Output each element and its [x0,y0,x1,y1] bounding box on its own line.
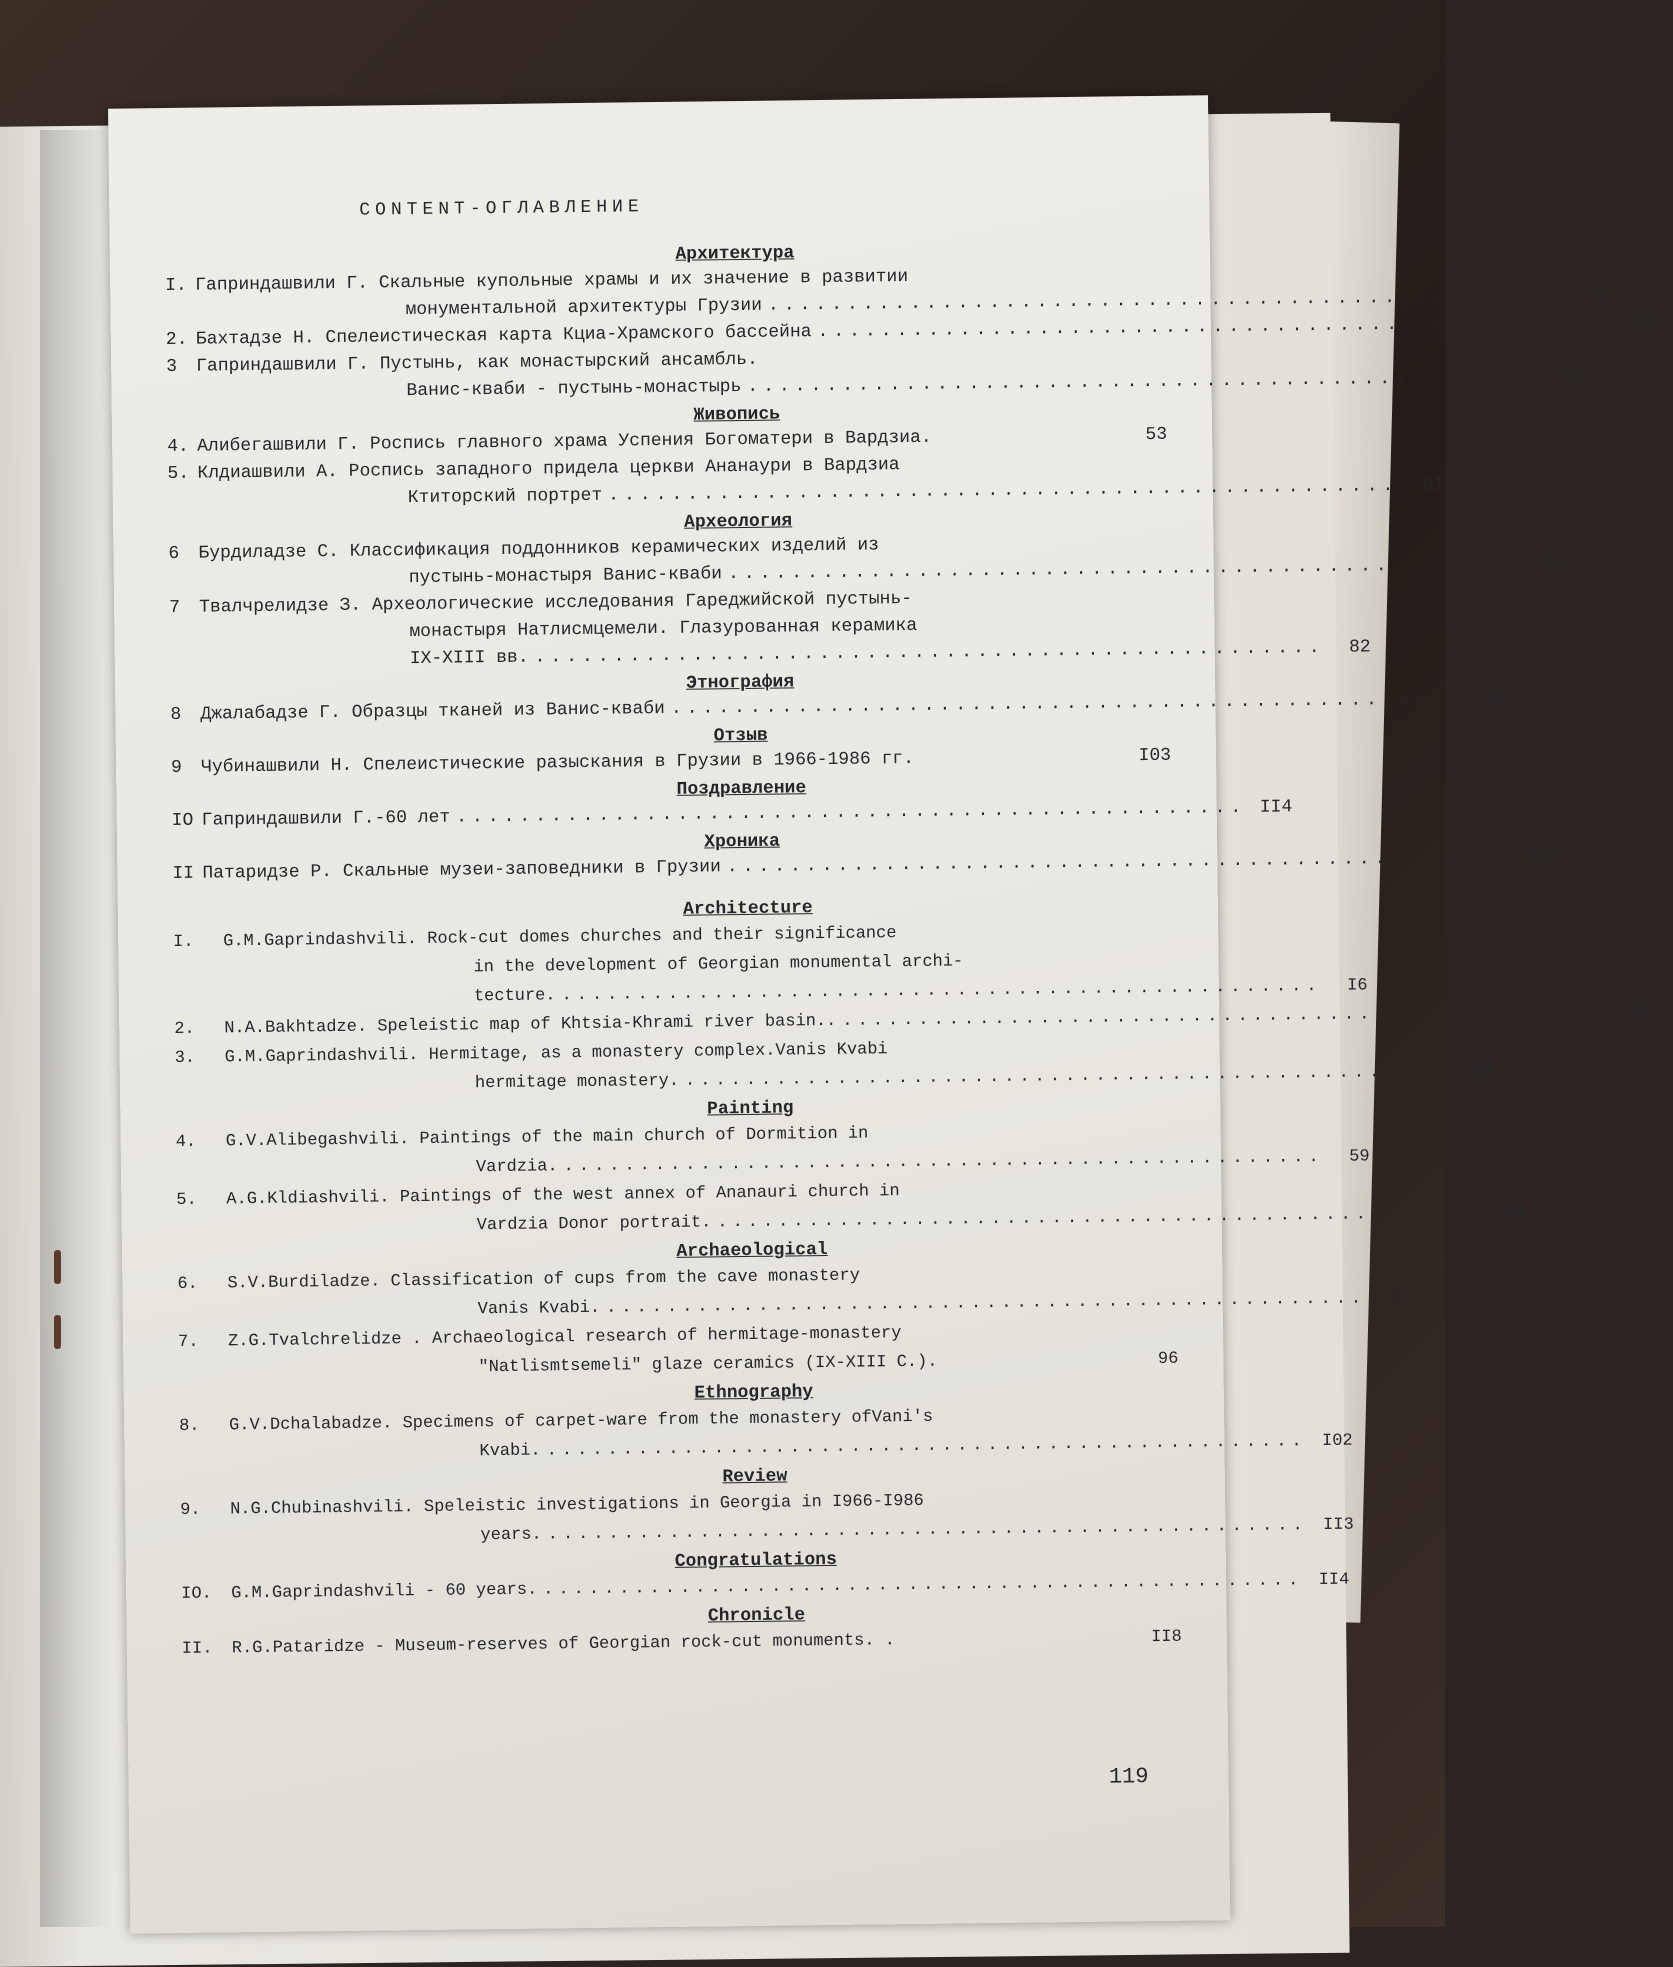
toc-entry: I. Гаприндашвили Г. Скальные купольные храмы и их значение в развитии монументальной архитектуры Грузии .................................................. 5 [165,261,1166,327]
entry-page: I03 [1138,745,1172,767]
entry-text: Бахтадзе Н. Спелеистическая карта Кциа-Храмского бассейна [195,322,812,350]
toc-entry: 7 Твалчрелидзе З. Археологические исследования Гареджийской пустынь- монастыря Натлисмцемели. Глазурованная керамика IX-XIII вв. .................................................. 82 [169,583,1170,676]
section-heading: Review [722,1466,788,1488]
entry-page: II4 [1259,797,1293,818]
entry-text: N.G.Chubinashvili. Speleistic investigations in Georgia in I966-I986 [230,1491,924,1520]
entry-number: II. [181,1639,213,1659]
toc-entry: 6 Бурдиладзе С. Классификация поддонников керамических изделий из пустынь-монастыря Ванис-кваби .................................................. 7I [168,529,1169,595]
entry-text: Чубинашвили Н. Спелеистические разыскания в Грузии в 1966-1986 гг. [200,748,915,778]
entry-text: Ктиторский портрет [407,485,603,509]
entry-page: 53 [1145,424,1168,446]
toc-entry: 3 Гаприндашвили Г. Пустынь, как монастырский ансамбль. Ванис-кваби - пустынь-монастырь .................................................. 36 [166,342,1167,408]
entry-number: 5. [176,1190,197,1210]
entry-number: 8 [170,704,182,726]
entry-text: Kvabi. [479,1441,541,1462]
toc-entry: 8 Джалабадзе Г. Образцы тканей из Ванис-кваби .................................................. 99 [170,690,1170,729]
entry-number: I. [173,932,194,952]
toc-entry: 3. G.M.Gaprindashvili. Hermitage, as a monastery complex.Vanis Kvabi hermitage monastery. .................................................. 50 [174,1032,1175,1102]
entry-text: монументальной архитектуры Грузии [405,295,763,321]
section-heading: Chronicle [707,1605,806,1627]
entry-text: Твалчрелидзе З. Археологические исследования Гареджийской пустынь- [199,588,913,618]
entry-page: 6I [1422,475,1445,496]
section-heading: Archaeological [676,1240,828,1262]
toc-entry: 8. G.V.Dchalabadze. Specimens of carpet-ware from the monastery ofVani's Kvabi. .................................................. I02 [179,1400,1180,1470]
entry-text: in the development of Georgian monumental archi- [473,952,964,978]
section-heading: Археология [684,511,793,533]
toc-entry: 4. G.V.Alibegashvili. Paintings of the main church of Dormition in Vardzia. .................................................. 59 [175,1116,1176,1186]
entry-number: 7. [178,1332,199,1352]
entry-page: 99 [1485,688,1508,709]
entry-number: 3 [166,356,178,378]
entry-number: 4. [167,436,189,458]
entry-text: Джалабадзе Г. Образцы тканей из Ванис-кваби [200,698,666,725]
entry-number: 9 [170,757,183,778]
entry-number: 8. [179,1416,200,1436]
toc-entry: IO Гаприндашвили Г.-60 лет .................................................. II4 [172,796,1172,835]
entry-text: G.M.Gaprindashvili. Hermitage, as a monastery complex.Vanis Kvabi [224,1040,888,1068]
entry-text: Z.G.Tvalchrelidze . Archaeological research of hermitage-monastery [227,1324,902,1352]
entry-text: G.M.Gaprindashvili - 60 years. [231,1580,538,1604]
section-heading: Painting [706,1098,794,1120]
entry-text: Ванис-кваби - пустынь-монастырь [406,377,742,402]
entry-number: 7 [169,597,181,619]
entry-page: 82 [1348,637,1371,658]
section-heading: Хроника [704,831,780,853]
entry-text: hermitage monastery. [474,1071,680,1094]
toc-entry: 5. A.G.Kldiashvili. Paintings of the west annex of Ananauri church in Vardzia Donor portrait. .................................................. 69 [176,1174,1177,1244]
entry-page: 8I [1391,1288,1413,1309]
entry-page: I02 [1322,1431,1353,1451]
entry-page: 69 [1502,1203,1524,1223]
entry-number: I. [165,275,187,297]
entry-number: 3. [174,1048,196,1068]
entry-text: S.V.Burdiladze. Classification of cups from the cave monastery [227,1266,860,1294]
entry-page: I6 [1347,976,1368,996]
toc-entry: IO. G.M.Gaprindashvili - 60 years. .................................................. II4 [181,1568,1181,1609]
entry-text: G.M.Gaprindashvili. Rock-cut domes churches and their significance [223,924,897,952]
staple [54,1315,61,1349]
entry-text: Гаприндашвили Г.-60 лет [201,807,451,831]
entry-text: A.G.Kldiashvili. Paintings of the west annex of Ananauri church in [226,1182,900,1210]
entry-text: монастыря Натлисмцемели. Глазурованная керамика [409,615,918,643]
entry-text: "Natlismtsemeli" glaze ceramics (IX-XIII C.). [478,1352,938,1378]
entry-number: 4. [175,1132,197,1152]
section-heading: Congratulations [674,1549,837,1572]
entry-page: 5 [1593,285,1605,306]
section-heading: Отзыв [713,725,768,747]
toc-entry: 9. N.G.Chubinashvili. Speleistic investigations in Georgia in I966-I986 years. .................................................. II3 [180,1484,1181,1554]
entry-page: II3 [1323,1515,1354,1535]
page-number: 119 [1108,1764,1149,1790]
entry-text: tecture. [473,986,556,1007]
toc-entry: 2. N.A.Bakhtadze. Speleistic map of Khtsia-Khrami river basin.. .................................................. 34 [174,1003,1174,1044]
section-heading: Этнография [685,672,795,694]
entry-text: Алибегашвили Г. Роспись главного храма Успения Богоматери в Вардзиа. [197,427,932,457]
entry-page: I8 [1631,311,1654,333]
document-page [108,95,1654,1933]
entry-text: IX-XIII вв. [409,647,529,670]
section-heading: Живопись [693,404,781,426]
entry-number: 5. [167,463,190,485]
entry-page: 36 [1561,366,1584,387]
entry-text: years. [480,1525,542,1546]
entry-text: G.V.Dchalabadze. Specimens of carpet-ware from the monastery ofVani's [229,1407,934,1436]
entry-page: II4 [1318,1570,1350,1591]
section-heading: Архитектура [675,243,795,265]
entry-text: Клдиашвили А. Роспись западного придела церкви Ананаури в Вардзиа [197,455,900,484]
entry-number: IO. [181,1584,212,1604]
section-heading: Architecture [682,898,813,920]
entry-text: Vardzia. [475,1157,558,1178]
entry-page: II5 [1530,847,1563,868]
entry-number: 2. [174,1019,195,1039]
section-heading: Ethnography [694,1382,814,1404]
binding-shadow [40,130,110,1927]
toc-entry: 5. Клдиашвили А. Роспись западного придела церкви Ананаури в Вардзиа Ктиторский портрет .................................................. 6I [167,449,1168,515]
entry-page: 59 [1349,1147,1370,1167]
toc-entry: 6. S.V.Burdiladze. Classification of cups from the cave monastery Vanis Kvabi. .................................................. 8I [177,1258,1178,1328]
toc-entry: I. G.M.Gaprindashvili. Rock-cut domes churches and their significance in the development of Georgian monumental archi- tecture. .................................................. I6 [173,916,1174,1015]
entry-number: 2. [165,329,188,351]
entry-number: IO [171,810,194,831]
entry-page: 96 [1157,1349,1179,1369]
entry-text: Гаприндашвили Г. Пустынь, как монастырский ансамбль. [196,349,758,377]
entry-page: 7I [1542,553,1565,575]
entry-text: R.G.Pataridze - Museum-reserves of Georgian rock-cut monuments. . [231,1631,896,1659]
entry-number: 6 [168,543,180,565]
section-heading: Поздравление [676,778,807,800]
entry-page: 50 [1470,1061,1492,1082]
toc-entry: II Патаридзе Р. Скальные музеи-заповедники в Грузии .................................................. II5 [172,849,1172,888]
entry-page: 34 [1627,1001,1649,1022]
page-title: CONTENT-ОГЛАВЛЕНИЕ [359,197,644,221]
entry-text: пустынь-монастыря Ванис-кваби [408,564,723,589]
entry-text: Vanis Kvabi. [477,1298,601,1320]
entry-number: 6. [177,1274,198,1294]
entry-number: 9. [180,1500,201,1520]
entry-number: II [172,863,195,884]
entry-page: II8 [1151,1627,1182,1648]
entry-text: Патаридзе Р. Скальные музеи-заповедники в Грузии [202,857,721,884]
table-of-contents [164,191,1654,1664]
english-contents [173,894,1649,1664]
entry-text: N.A.Bakhtadze. Speleistic map of Khtsia-Khrami river basin.. [224,1011,837,1039]
toc-entry: 2. Бахтадзе Н. Спелеистическая карта Кциа-Храмского бассейна .................................................. I8 [166,315,1166,354]
toc-entry [178,1316,1179,1386]
entry-text: Vardzia Donor portrait. [476,1213,712,1236]
entry-text: G.V.Alibegashvili. Paintings of the main church of Dormition in [225,1124,869,1152]
entry-text: Бурдиладзе С. Классификация поддонников керамических изделий из [198,535,880,564]
staple [54,1250,61,1284]
entry-text: Гаприндашвили Г. Скальные купольные храмы и их значение в развитии [195,266,909,296]
